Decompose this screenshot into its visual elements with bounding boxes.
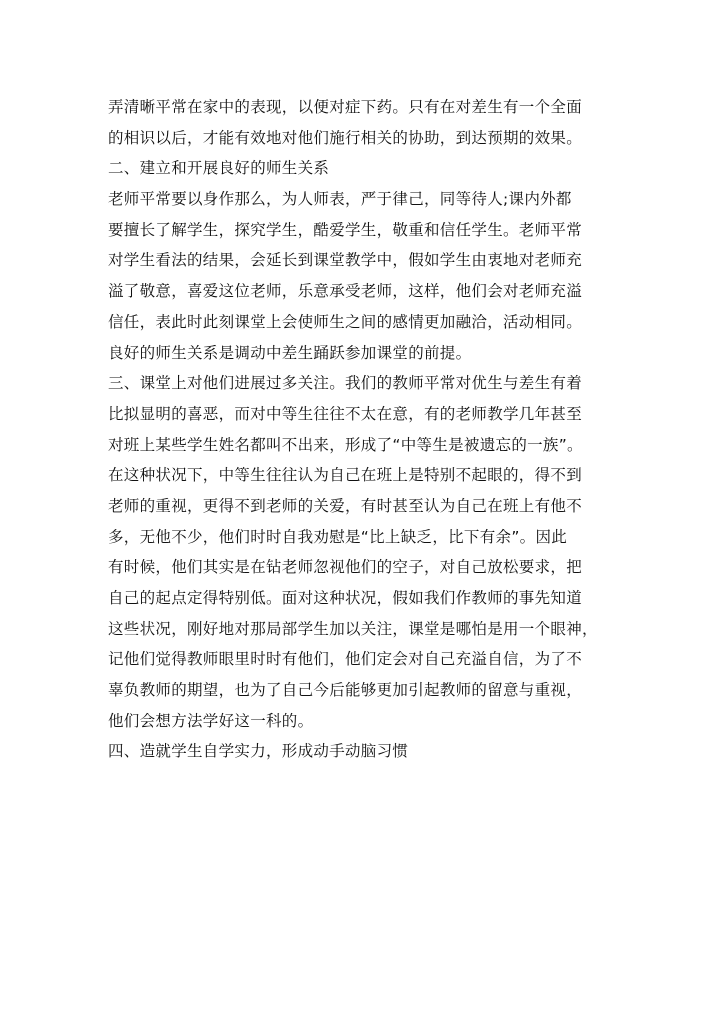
text-line: 要擅长了解学生，探究学生，酷爱学生，敬重和信任学生。老师平常 xyxy=(108,220,583,239)
text-line: 弄清晰平常在家中的表现，以便对症下药。只有在对差生有一个全面 xyxy=(108,98,583,116)
text-line: 辜负教师的期望，也为了自己今后能够更加引起教师的留意与重视， xyxy=(108,681,583,700)
text-line: 多，无他不少，他们时时自我劝慰是“比上缺乏，比下有余”。因此 xyxy=(108,527,568,546)
text-line: 他们会想方法学好这一科的。 xyxy=(108,711,314,730)
document-body xyxy=(108,92,628,767)
text-line: 老师平常要以身作那么，为人师表，严于律己，同等待人;课内外都 xyxy=(108,190,572,209)
text-line: 有时候，他们其实是在钻老师忽视他们的空子，对自己放松要求，把 xyxy=(108,558,583,577)
text-line: 这些状况，刚好地对那局部学生加以关注，课堂是哪怕是用一个眼神， xyxy=(108,619,598,638)
text-line: 对学生看法的结果，会延长到课堂教学中，假如学生由衷地对老师充 xyxy=(108,251,583,270)
text-line: 老师的重视，更得不到老师的关爱，有时甚至认为自己在班上有他不 xyxy=(108,496,583,515)
text-line: 的相识以后，才能有效地对他们施行相关的协助，到达预期的效果。 xyxy=(108,128,583,147)
text-line: 溢了敬意，喜爱这位老师，乐意承受老师，这样，他们会对老师充溢 xyxy=(108,282,583,301)
text-line: 对班上某些学生姓名都叫不出来，形成了“中等生是被遗忘的一族”。 xyxy=(108,435,583,454)
text-line: 记他们觉得教师眼里时时有他们，他们定会对自己充溢自信，为了不 xyxy=(108,650,583,669)
text-line: 比拟显明的喜恶，而对中等生往往不太在意，有的老师教学几年甚至 xyxy=(108,404,583,423)
section-heading: 三、课堂上对他们进展过多关注。我们的教师平常对优生与差生有着 xyxy=(108,374,583,393)
section-heading: 二、建立和开展良好的师生关系 xyxy=(108,159,330,178)
text-line: 良好的师生关系是调动中差生踊跃参加课堂的前提。 xyxy=(108,343,472,362)
text-line: 信任，表此时此刻课堂上会使师生之间的感情更加融洽，活动相同。 xyxy=(108,312,583,331)
text-line: 自己的起点定得特别低。面对这种状况，假如我们作教师的事先知道 xyxy=(108,589,583,607)
text-line: 在这种状况下，中等生往往认为自己在班上是特别不起眼的，得不到 xyxy=(108,466,583,485)
section-heading: 四、造就学生自学实力，形成动手动脑习惯 xyxy=(108,742,409,761)
